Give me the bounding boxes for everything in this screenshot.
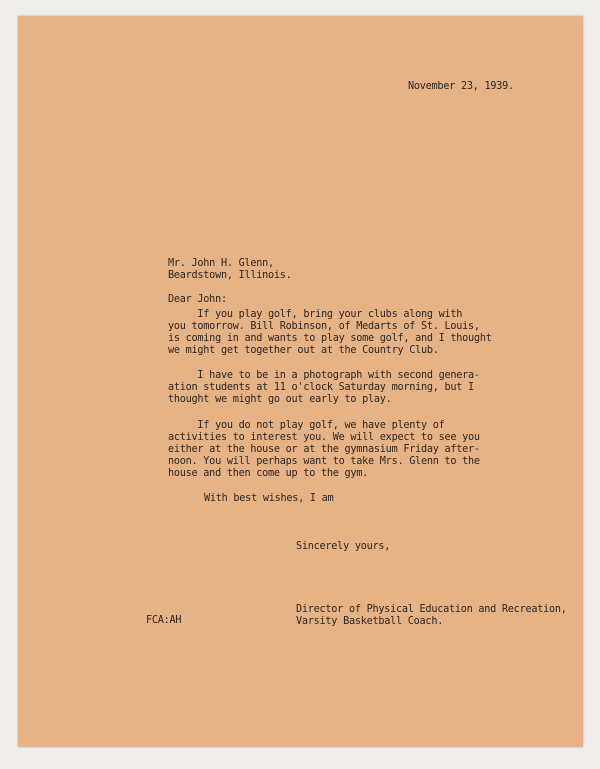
signature-title-line: Varsity Basketball Coach. <box>296 616 444 627</box>
body-line: activities to interest you. We will expect to see you <box>168 432 480 443</box>
closing-wish: With best wishes, I am <box>204 493 334 504</box>
body-line: house and then come up to the gym. <box>168 468 369 479</box>
body-line: noon. You will perhaps want to take Mrs. Glenn to the <box>168 456 480 467</box>
body-line: If you do not play golf, we have plenty of <box>168 420 445 431</box>
body-line: you tomorrow. Bill Robinson, of Medarts of St. Louis, <box>168 321 480 332</box>
letter-date: November 23, 1939. <box>408 81 514 92</box>
recipient-location: Beardstown, Illinois. <box>168 270 292 281</box>
letter-sheet <box>18 16 583 747</box>
body-line: I have to be in a photograph with second genera- <box>168 370 480 381</box>
body-line: is coming in and wants to play some golf, and I thought <box>168 333 492 344</box>
body-line: we might get together out at the Country Club. <box>168 345 439 356</box>
signature-title-line: Director of Physical Education and Recreation, <box>296 604 567 615</box>
body-line: thought we might go out early to play. <box>168 394 392 405</box>
salutation: Dear John: <box>168 294 227 305</box>
recipient-name: Mr. John H. Glenn, <box>168 258 274 269</box>
typist-initials: FCA:AH <box>146 615 182 626</box>
signoff: Sincerely yours, <box>296 541 391 552</box>
body-line: either at the house or at the gymnasium Friday after- <box>168 444 480 455</box>
body-line: If you play golf, bring your clubs along with <box>168 309 463 320</box>
body-line: ation students at 11 o'clock Saturday morning, but I <box>168 382 474 393</box>
